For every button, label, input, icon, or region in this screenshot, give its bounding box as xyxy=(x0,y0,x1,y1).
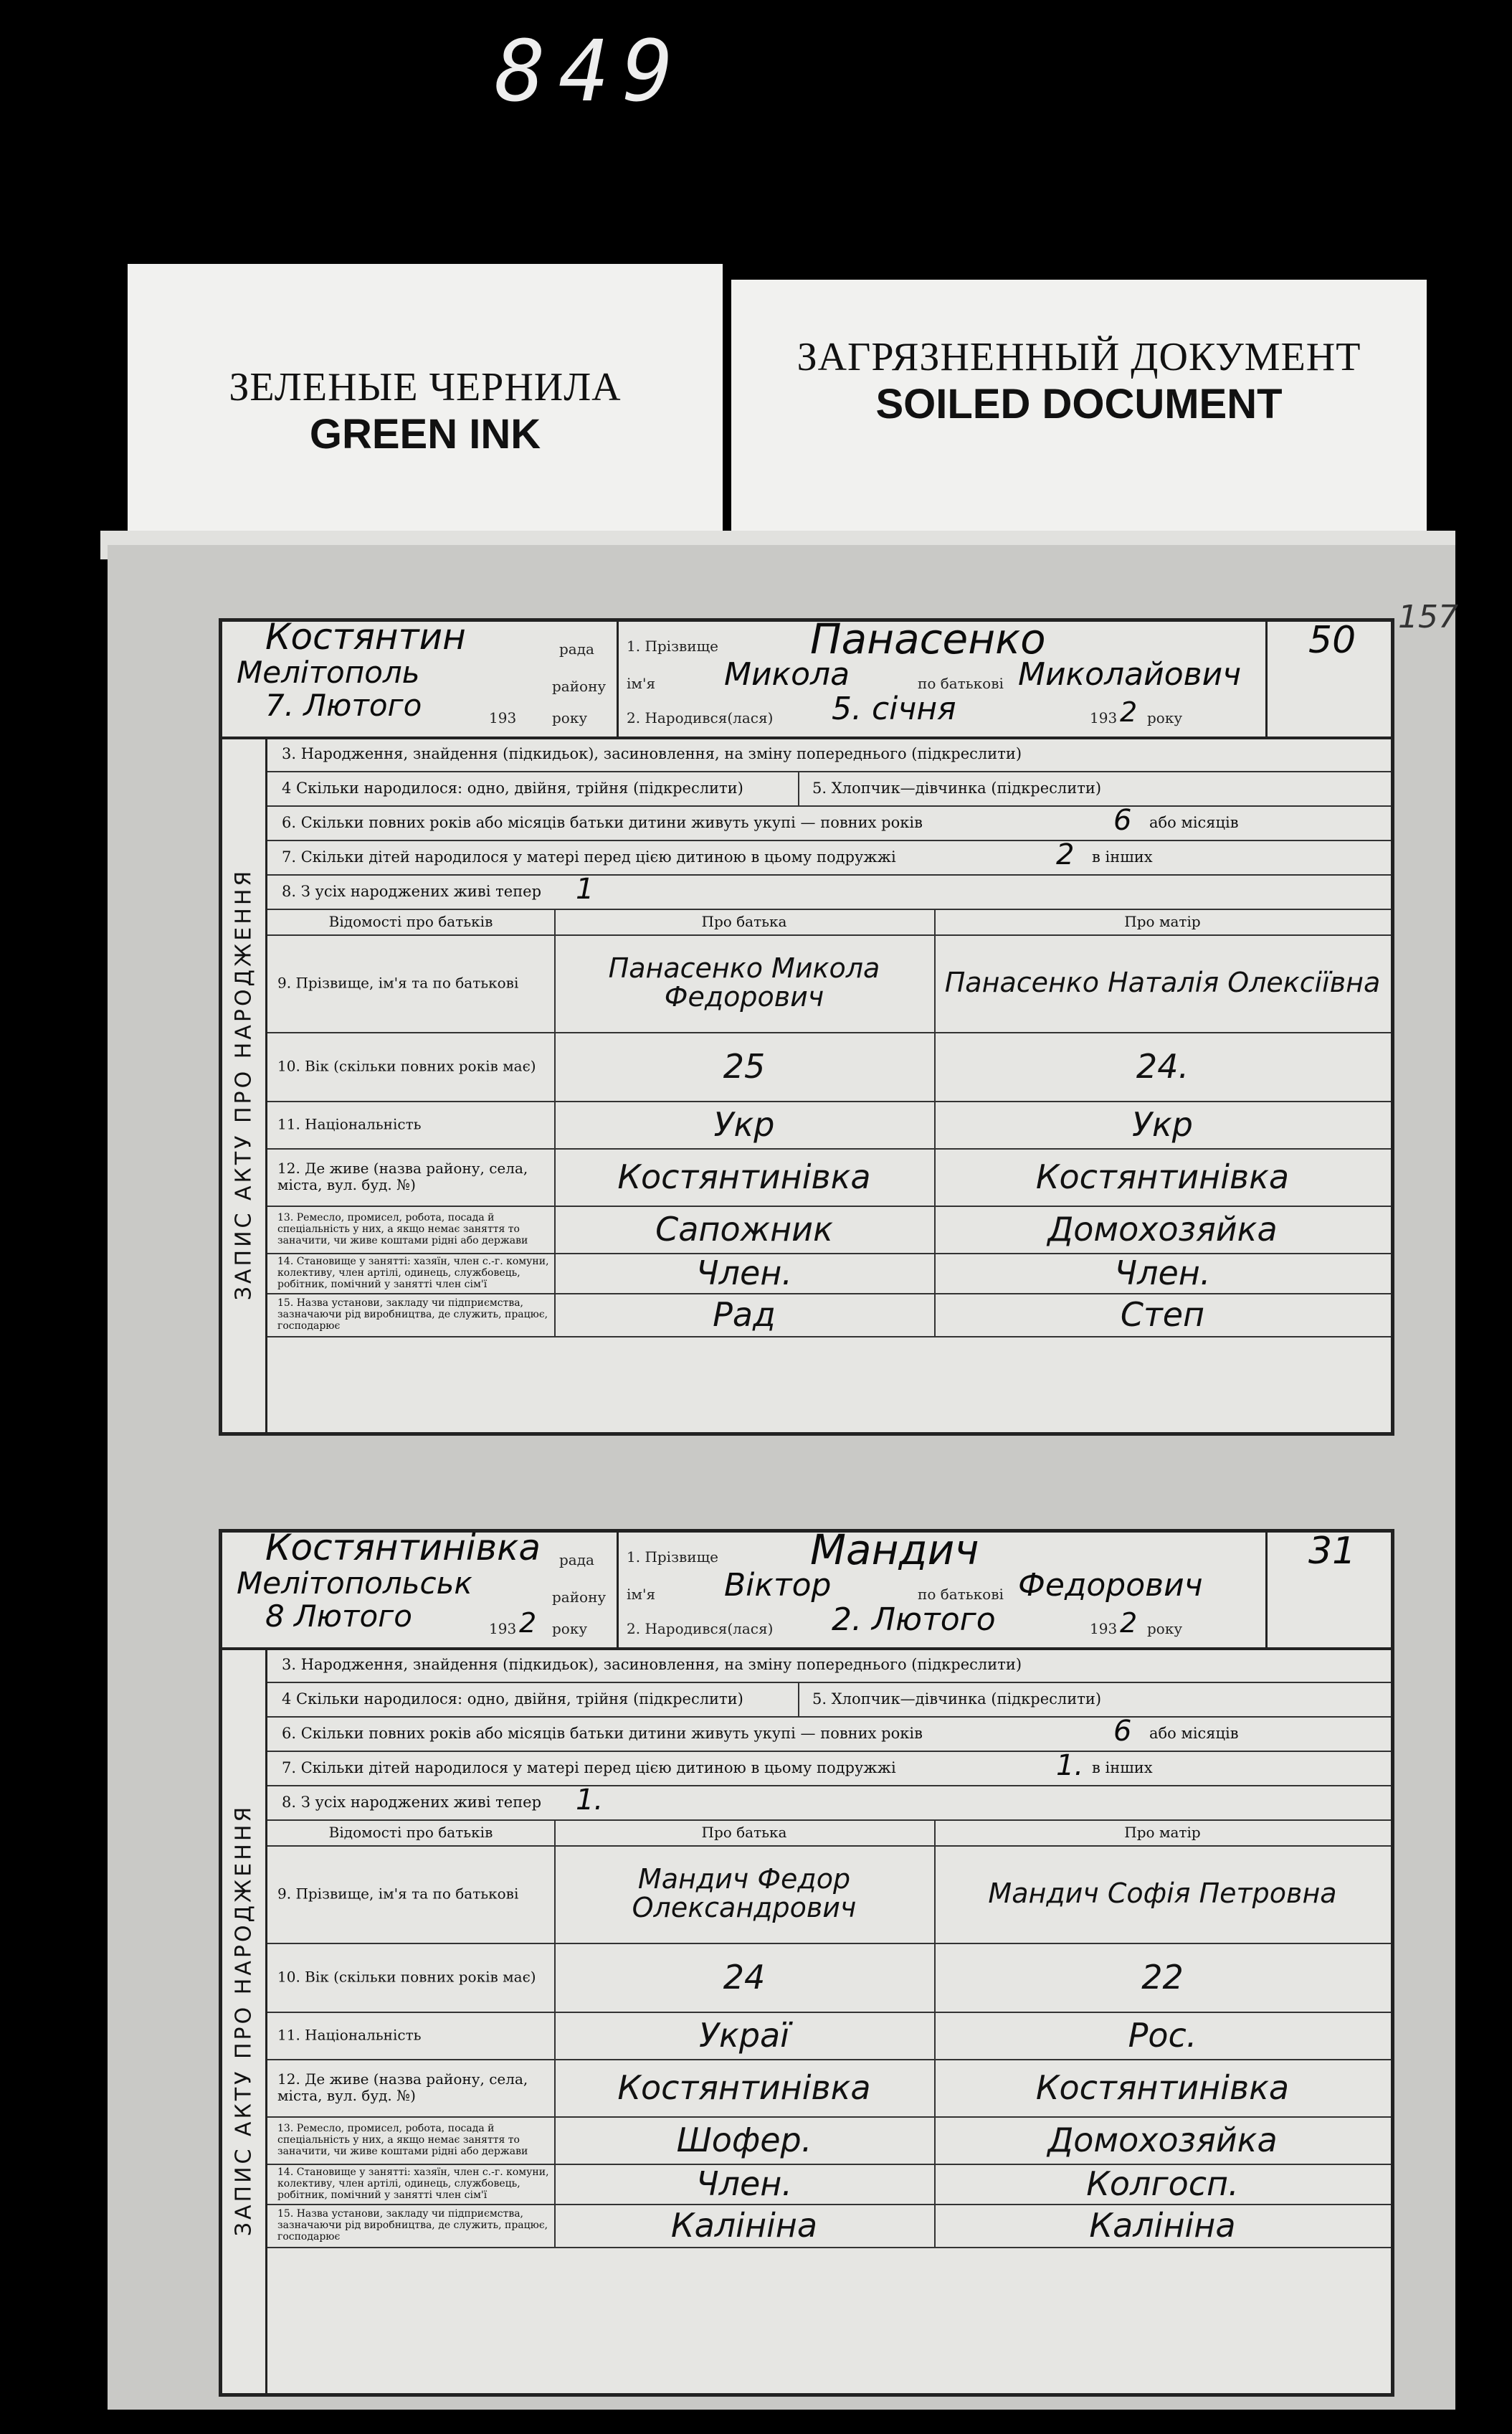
registration-date: 7. Лютого xyxy=(265,688,422,723)
q7b-text: в інших xyxy=(1092,1759,1153,1776)
q12-row xyxy=(267,1148,1391,1207)
q8-text: 8. З усіх народжених живі тепер xyxy=(282,1794,542,1811)
mother-name-value: Мандич Софія Петровна xyxy=(988,1877,1337,1910)
mother-age-value: 24. xyxy=(1136,1046,1189,1086)
q10-label: 10. Вік (скільки повних років має) xyxy=(277,1968,536,1986)
roku-label: року xyxy=(552,1620,588,1637)
record-number: 50 xyxy=(1308,619,1356,662)
mother-home-value: Костянтинівка xyxy=(1035,2068,1290,2107)
label-text-ru: ЗЕЛЕНЫЕ ЧЕРНИЛА xyxy=(229,365,622,409)
mother-header: Про матір xyxy=(1124,1824,1201,1841)
folio-number: 157 xyxy=(1398,599,1458,635)
label-green-ink xyxy=(128,264,723,565)
parents-header xyxy=(267,1819,1391,1847)
roku-label: року xyxy=(552,709,588,726)
birth-year-value: 2 xyxy=(1120,696,1138,728)
q8-row xyxy=(267,874,1391,910)
parents-info-header: Відомості про батьків xyxy=(328,913,493,930)
birth-date-value: 5. січня xyxy=(832,691,956,727)
q10-row xyxy=(267,1943,1391,2013)
birth-year-prefix: 193 xyxy=(1090,1620,1118,1637)
q6b-text: або місяців xyxy=(1149,814,1239,831)
q3-text: 3. Народження, знайдення (підкидьок), засиновлення, на зміну попереднього (підкреслити) xyxy=(282,1656,1022,1673)
q3-row xyxy=(267,737,1391,772)
q15-row xyxy=(267,2204,1391,2248)
q11-row xyxy=(267,2012,1391,2060)
q9-row xyxy=(267,934,1391,1033)
frame-number: 849 xyxy=(495,22,687,120)
raion-label: району xyxy=(552,678,607,695)
q13-label: 13. Ремесло, промисел, робота, посада й спеціальність у них, а якщо немає заняття то заначити, чи живе коштами рідні або держави xyxy=(277,1211,528,1247)
q5-text: 5. Хлопчик—дівчинка (підкреслити) xyxy=(812,1690,1102,1708)
birth-record xyxy=(219,615,1394,1436)
registration-year: 2 xyxy=(519,1607,537,1639)
mother-age-value: 22 xyxy=(1141,1957,1184,1997)
roku-label: року xyxy=(1147,709,1183,726)
mother-nat-value: Рос. xyxy=(1128,2015,1197,2055)
po-batkovi-label: по батькові xyxy=(918,1586,1004,1603)
q13-label: 13. Ремесло, промисел, робота, посада й спеціальність у них, а якщо немає заняття то заначити, чи живе коштами рідні або держави xyxy=(277,2122,528,2158)
q11-row xyxy=(267,1101,1391,1150)
q7-text: 7. Скільки дітей народилося у матері перед цією дитиною в цьому подружжі xyxy=(282,1759,896,1776)
birth-date-value: 2. Лютого xyxy=(832,1601,996,1638)
q10-label: 10. Вік (скільки повних років має) xyxy=(277,1057,536,1075)
q15-row xyxy=(267,1293,1391,1337)
child-names-block xyxy=(617,615,1268,737)
raion-value: Мелітополь xyxy=(237,655,420,690)
q4-row xyxy=(267,1682,1391,1718)
child-names-block xyxy=(617,1525,1268,1647)
year-prefix: 193 xyxy=(489,1620,517,1637)
q10-row xyxy=(267,1032,1391,1102)
q15-label: 15. Назва установи, закладу чи підприємства, зазначаючи рід виробництва, де служить, працює, господарює xyxy=(277,2207,548,2243)
side-title-text: ЗАПИС АКТУ ПРО НАРОДЖЕННЯ xyxy=(231,1804,257,2237)
father-job-value: Сапожник xyxy=(655,1209,833,1249)
record-number-block xyxy=(1265,1530,1391,1647)
q11-label: 11. Національність xyxy=(277,2026,422,2044)
q8-alive-value: 1 xyxy=(576,873,594,906)
mother-header: Про матір xyxy=(1124,913,1201,930)
q1-label: 1. Прізвище xyxy=(627,638,719,655)
mother-status-value: Колгосп. xyxy=(1086,2164,1239,2203)
surname-value: Мандич xyxy=(810,1525,979,1574)
q9-label: 9. Прізвище, ім'я та по батькові xyxy=(277,1885,519,1903)
q7-row xyxy=(267,1751,1391,1786)
label-text-ru: ЗАГРЯЗНЕННЫЙ ДОКУМЕНТ xyxy=(797,335,1361,379)
registry-office-block xyxy=(222,616,619,737)
q14-row xyxy=(267,2164,1391,2205)
rada-value: Костянтин xyxy=(265,616,466,658)
father-status-value: Член. xyxy=(696,2164,792,2203)
father-age-value: 24 xyxy=(723,1957,766,1997)
q7b-text: в інших xyxy=(1092,848,1153,866)
roku-label: року xyxy=(1147,1620,1183,1637)
q4-text: 4 Скільки народилося: одно, двійня, трійня (підкреслити) xyxy=(282,780,743,797)
label-text-en: GREEN INK xyxy=(309,411,541,458)
birth-year-value: 2 xyxy=(1120,1607,1138,1639)
birth-record xyxy=(219,1525,1394,2397)
father-home-value: Костянтинівка xyxy=(617,1157,871,1196)
q3-text: 3. Народження, знайдення (підкидьок), засиновлення, на зміну попереднього (підкреслити) xyxy=(282,745,1022,762)
q14-label: 14. Становище у занятті: хазяїн, член с.-г. комуни, колективу, член артілі, одинець, службовець, робітник, помічний у занятті член сім'ї xyxy=(277,2166,549,2202)
q6-row xyxy=(267,1716,1391,1752)
father-org-value: Рад xyxy=(713,1294,776,1334)
father-status-value: Член. xyxy=(696,1253,792,1292)
q4-row xyxy=(267,771,1391,807)
father-header: Про батька xyxy=(701,913,787,930)
q14-row xyxy=(267,1253,1391,1294)
rada-label: рада xyxy=(559,1551,594,1568)
q7-count-value: 1. xyxy=(1056,1749,1084,1782)
q6-text: 6. Скільки повних років або місяців батьки дитини живуть укупі — повних років xyxy=(282,1725,923,1742)
q11-label: 11. Національність xyxy=(277,1115,422,1133)
record-header xyxy=(222,1525,1391,1650)
q7-text: 7. Скільки дітей народилося у матері перед цією дитиною в цьому подружжі xyxy=(282,848,896,866)
q13-row xyxy=(267,2116,1391,2165)
q7-count-value: 2 xyxy=(1056,838,1075,871)
father-header: Про батька xyxy=(701,1824,787,1841)
q9-row xyxy=(267,1845,1391,1944)
mother-name-value: Панасенко Наталія Олексіївна xyxy=(944,967,1381,999)
q8-alive-value: 1. xyxy=(576,1784,604,1817)
record-header xyxy=(222,615,1391,739)
q6-years-value: 6 xyxy=(1113,1715,1132,1748)
birth-year-prefix: 193 xyxy=(1090,709,1118,726)
first-name-value: Микола xyxy=(724,656,850,693)
father-age-value: 25 xyxy=(723,1046,766,1086)
q12-label: 12. Де живе (назва району, села, міста, вул. буд. №) xyxy=(277,1160,528,1193)
father-job-value: Шофер. xyxy=(676,2120,812,2159)
patronymic-value: Миколайович xyxy=(1018,656,1242,693)
q9-label: 9. Прізвище, ім'я та по батькові xyxy=(277,974,519,992)
registration-date: 8 Лютого xyxy=(265,1599,412,1634)
q6-years-value: 6 xyxy=(1113,804,1132,837)
father-org-value: Калініна xyxy=(670,2205,818,2245)
q8-text: 8. З усіх народжених живі тепер xyxy=(282,883,542,900)
mother-org-value: Степ xyxy=(1120,1294,1205,1334)
q6-row xyxy=(267,805,1391,841)
father-nat-value: Укр xyxy=(713,1104,775,1144)
mother-job-value: Домохозяйка xyxy=(1047,1209,1278,1249)
q12-label: 12. Де живе (назва району, села, міста, вул. буд. №) xyxy=(277,2070,528,2104)
record-number: 31 xyxy=(1308,1530,1356,1573)
year-prefix: 193 xyxy=(489,709,517,726)
registry-office-block xyxy=(222,1527,619,1647)
q3-row xyxy=(267,1647,1391,1683)
q4-text: 4 Скільки народилося: одно, двійня, трійня (підкреслити) xyxy=(282,1690,743,1708)
rada-label: рада xyxy=(559,640,594,658)
mother-status-value: Член. xyxy=(1114,1253,1211,1292)
q8-row xyxy=(267,1785,1391,1821)
raion-label: району xyxy=(552,1588,607,1606)
father-home-value: Костянтинівка xyxy=(617,2068,871,2107)
imya-label: ім'я xyxy=(627,675,656,692)
parents-info-header: Відомості про батьків xyxy=(328,1824,493,1841)
first-name-value: Віктор xyxy=(724,1567,832,1604)
parents-header xyxy=(267,909,1391,936)
record-side-title xyxy=(222,1647,267,2393)
po-batkovi-label: по батькові xyxy=(918,675,1004,692)
q2-label: 2. Народився(лася) xyxy=(627,709,774,726)
imya-label: ім'я xyxy=(627,1586,656,1603)
father-name-value: Панасенко Микола Федорович xyxy=(608,952,880,1013)
record-body xyxy=(267,1647,1391,2393)
q15-label: 15. Назва установи, закладу чи підприємства, зазначаючи рід виробництва, де служить, працює, господарює xyxy=(277,1297,548,1332)
mother-nat-value: Укр xyxy=(1131,1104,1193,1144)
label-text-en: SOILED DOCUMENT xyxy=(875,381,1283,427)
mother-home-value: Костянтинівка xyxy=(1035,1157,1290,1196)
q14-label: 14. Становище у занятті: хазяїн, член с.-г. комуни, колективу, член артілі, одинець, службовець, робітник, помічний у занятті член сім'ї xyxy=(277,1255,549,1291)
q2-label: 2. Народився(лася) xyxy=(627,1620,774,1637)
patronymic-value: Федорович xyxy=(1018,1567,1203,1604)
rada-value: Костянтинівка xyxy=(265,1527,541,1568)
q1-label: 1. Прізвище xyxy=(627,1548,719,1566)
record-body xyxy=(267,737,1391,1432)
q7-row xyxy=(267,840,1391,876)
father-name-value: Мандич Федор Олександрович xyxy=(632,1863,857,1923)
q5-text: 5. Хлопчик—дівчинка (підкреслити) xyxy=(812,780,1102,797)
surname-value: Панасенко xyxy=(810,615,1046,663)
father-nat-value: Украї xyxy=(699,2015,789,2055)
mother-job-value: Домохозяйка xyxy=(1047,2120,1278,2159)
record-number-block xyxy=(1265,619,1391,737)
record-side-title xyxy=(222,737,267,1432)
side-title-text: ЗАПИС АКТУ ПРО НАРОДЖЕННЯ xyxy=(231,868,257,1301)
q12-row xyxy=(267,2059,1391,2118)
mother-org-value: Калініна xyxy=(1089,2205,1236,2245)
q13-row xyxy=(267,1206,1391,1254)
q6-text: 6. Скільки повних років або місяців батьки дитини живуть укупі — повних років xyxy=(282,814,923,831)
raion-value: Мелітопольськ xyxy=(237,1566,472,1601)
label-soiled-document xyxy=(731,280,1427,567)
q6b-text: або місяців xyxy=(1149,1725,1239,1742)
